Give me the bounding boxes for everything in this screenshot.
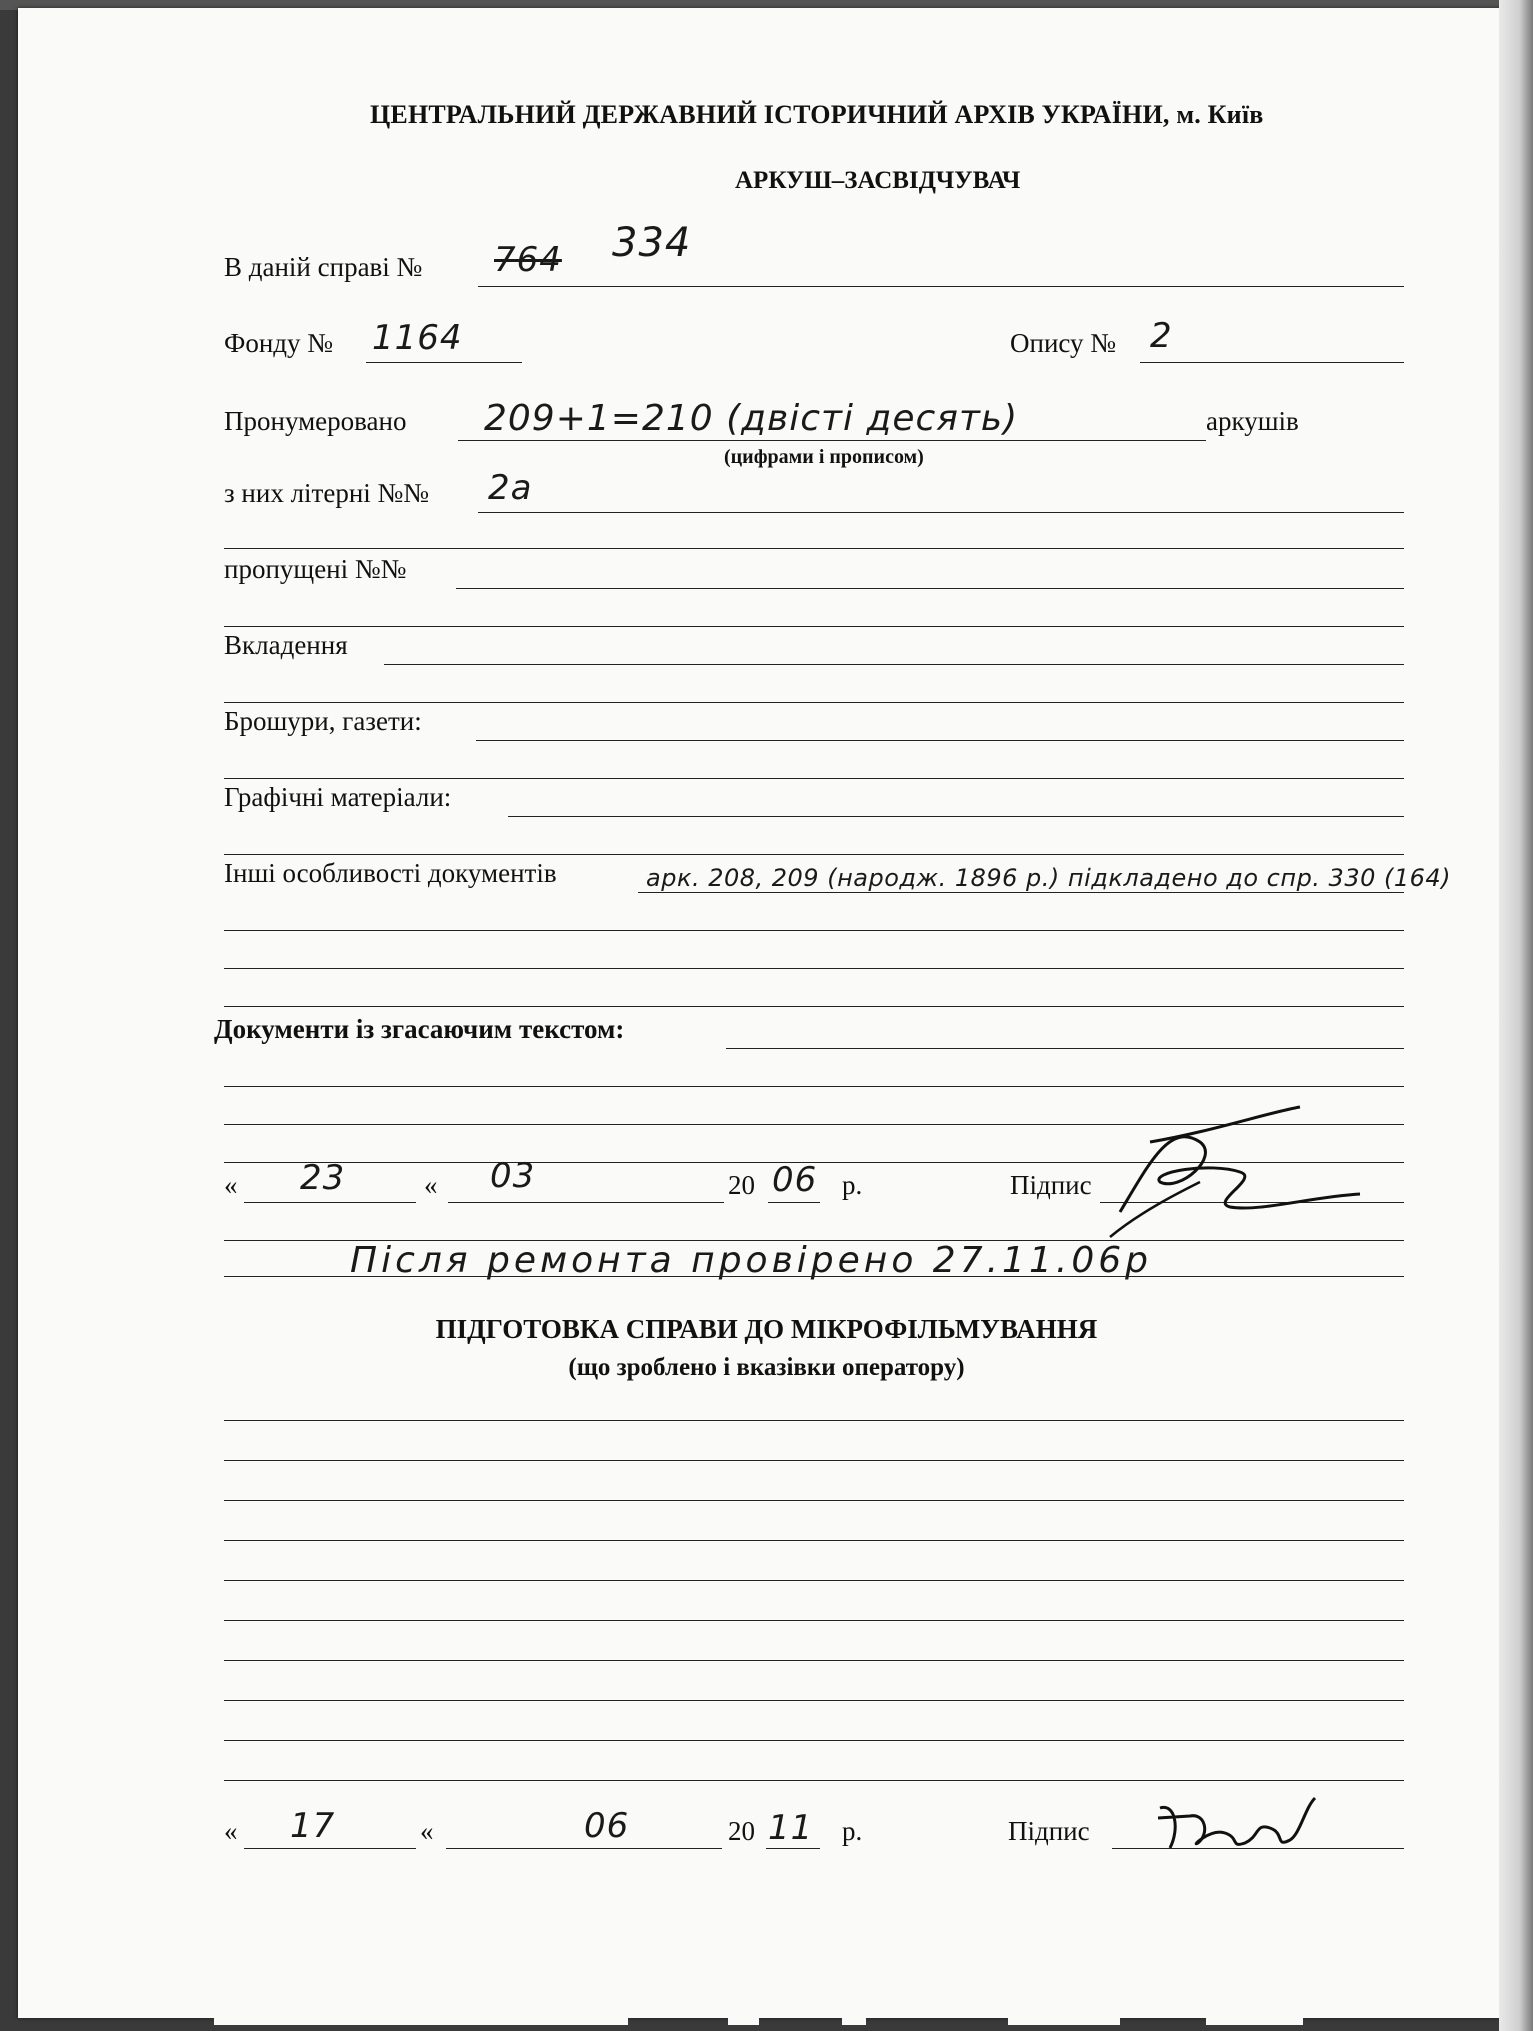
blank-line [224,1006,1404,1007]
organization-header [370,100,1400,130]
case-number-label: В даній справі № [224,252,426,2025]
date1-year: 06 [772,1160,818,1200]
blank-line [224,1620,1404,1621]
signature-2 [1150,1788,1320,1868]
case-number-struck: 764 [494,240,562,280]
blank-line [224,1460,1404,1461]
repair-check-note: Після ремонта провірено 27.11.06р [350,1240,1152,1281]
blank-line [224,1540,1404,1541]
other-particulars-label: Інші особливості документів [224,858,561,2025]
graphics-label: Графічні матеріали: [224,782,455,2025]
blank-line [224,930,1404,931]
blank-line [224,1500,1404,1501]
organization-name: ЦЕНТРАЛЬНИЙ ДЕРЖАВНИЙ ІСТОРИЧНИЙ АРХІВ УКРАЇНИ, [370,100,1170,129]
signature-1 [1090,1102,1370,1242]
blank-line [224,968,1404,969]
date2-year-line [766,1848,820,1849]
fond-value: 1164 [372,318,463,358]
date2-month-line [446,1848,722,1849]
opys-label: Опису № [1010,328,1120,2025]
case-number-line [478,286,1404,287]
date1-signature-label: Підпис [1010,1170,1096,2025]
fond-line [366,362,522,363]
blank-line [224,1740,1404,1741]
date1-year-line [768,1202,820,1203]
blank-line [224,1086,1404,1087]
date2-month: 06 [584,1806,630,1846]
blank-line [224,1660,1404,1661]
letter-numbers-value: 2а [488,468,533,508]
letter-numbers-line [478,512,1404,513]
missing-numbers-label: пропущені №№ [224,554,410,2025]
blank-line [224,1780,1404,1781]
other-particulars-line [638,892,1404,893]
blank-line [224,854,1404,855]
letter-numbers-label: з них літерні №№ [224,478,433,2025]
date2-year-prefix: 20 [728,1816,759,2025]
numbered-caption: (цифрами і прописом) [724,446,924,468]
date1-open-quote: « [224,1170,242,2025]
fading-text-label: Документи із згасаючим текстом: [214,1014,628,2025]
date1-year-suffix: р. [842,1170,866,2025]
numbered-suffix: аркушів [1206,406,1303,2025]
date1-day-line [244,1202,416,1203]
brochures-label: Брошури, газети: [224,706,426,2025]
fond-label: Фонду № [224,328,337,2025]
date2-close-quote: « [420,1816,438,2025]
date1-day: 23 [300,1158,346,1198]
date1-year-prefix: 20 [728,1170,759,2025]
microfilming-section-title: ПІДГОТОВКА СПРАВИ ДО МІКРОФІЛЬМУВАННЯ [435,1314,1098,1344]
date2-day-line [244,1848,416,1849]
blank-line [224,1420,1404,1421]
blank-line [224,1700,1404,1701]
microfilming-section-subtitle: (що зроблено і вказівки оператору) [568,1354,965,1381]
blank-line [224,778,1404,779]
missing-numbers-line [456,588,1404,589]
other-particulars-value: арк. 208, 209 (народж. 1896 р.) підкладено до спр. 330 (164) [646,864,1452,892]
date2-open-quote: « [224,1816,242,2025]
date1-month: 03 [490,1156,536,1196]
numbered-label: Пронумеровано [224,406,411,2025]
opys-line [1140,362,1404,363]
fading-text-line [726,1048,1404,1049]
case-number-value: 334 [612,220,692,266]
numbered-line [458,440,1206,441]
scan-right-edge [1499,0,1533,2031]
date2-year: 11 [768,1808,814,1848]
date2-year-suffix: р. [842,1816,866,2025]
graphics-line [508,816,1404,817]
note-line [224,1276,1404,1277]
document-title: АРКУШ–ЗАСВІДЧУВАЧ [735,167,1021,194]
blank-line [224,626,1404,627]
blank-line [224,702,1404,703]
date1-close-quote: « [424,1170,442,2025]
date2-day: 17 [290,1806,336,1846]
date1-month-line [448,1202,724,1203]
attachments-label: Вкладення [224,630,352,2025]
numbered-value: 209+1=210 (двісті десять) [484,398,1019,439]
opys-value: 2 [1150,316,1173,356]
attachments-line [384,664,1404,665]
date2-signature-label: Підпис [1008,1816,1094,2025]
blank-line [224,548,1404,549]
blank-line [224,1580,1404,1581]
organization-city: м. Київ [1176,100,1264,129]
brochures-line [476,740,1404,741]
